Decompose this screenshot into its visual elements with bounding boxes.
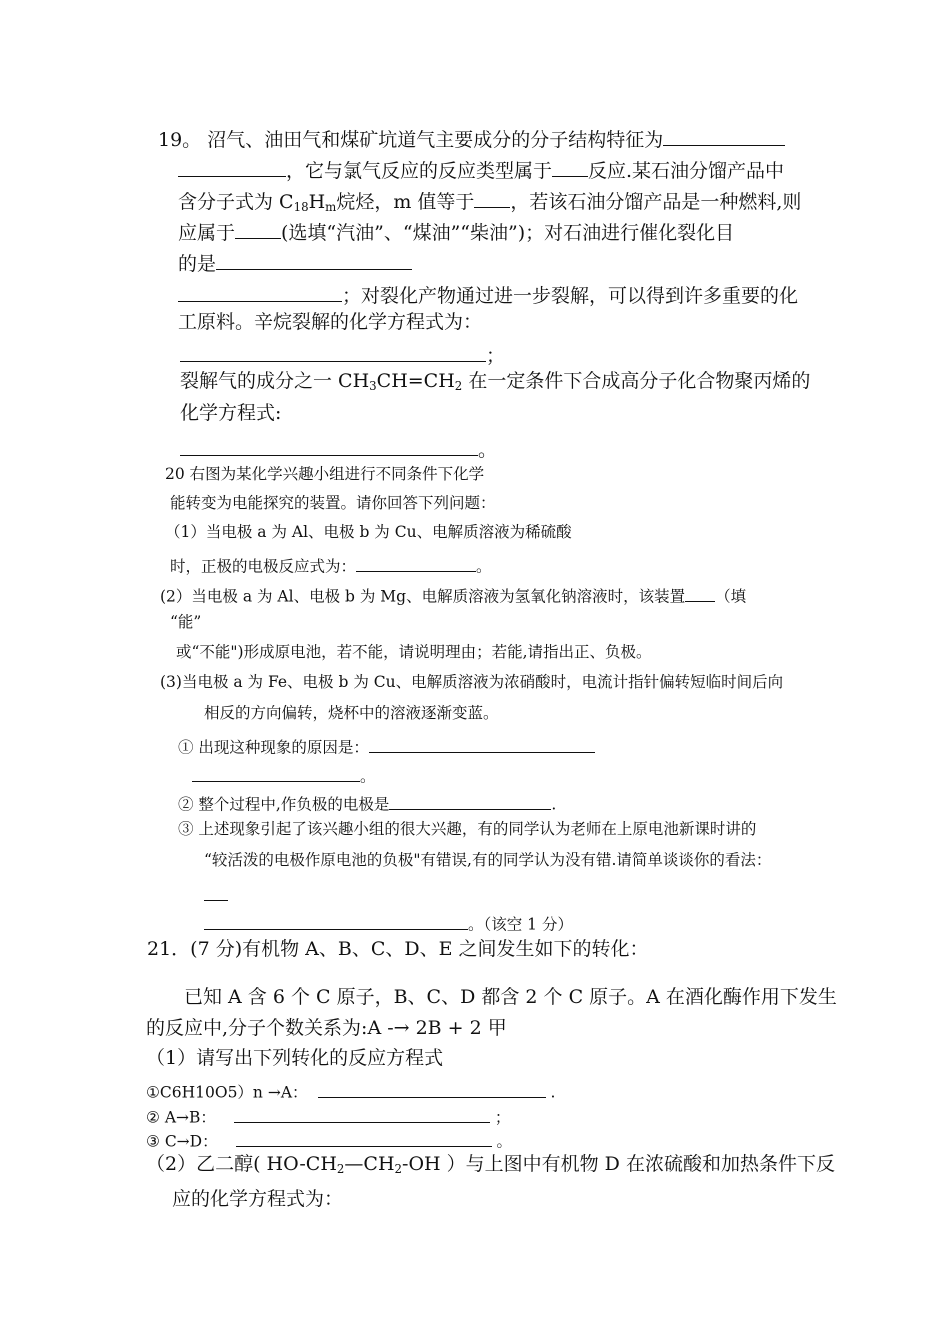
blank[interactable] [178,282,342,302]
q19-line-5: 的是 [178,250,412,274]
q20-line-1: 20 右图为某化学兴趣小组进行不同条件下化学 [165,465,485,483]
q21-line-4: （1）请写出下列转化的反应方程式 [146,1047,444,1069]
q20-line-11: 。 [192,765,376,785]
q19-line-2 [178,157,784,181]
q19-line-10: 化学方程式: [180,402,282,424]
blank[interactable] [369,736,595,753]
q20-line-3: （1）当电极 a 为 Al、电极 b 为 Cu、电解质溶液为稀硫酸 [165,523,572,541]
q21-line-8: （2）乙二醇( $HO-CH_2—CH_2-OH$ ）与上图中有机物 D 在浓硫酸和加热条件下反 [146,1153,835,1176]
blank[interactable] [474,188,510,208]
blank[interactable] [180,342,486,362]
blank[interactable] [318,1081,546,1098]
q19-line-7: 工原料。辛烷裂解的化学方程式为： [178,311,483,333]
blank[interactable] [180,436,478,456]
q19-line-3: 含分子式为 $C_{18}H_m$烷烃，m 值等于 ，若该石油分馏产品是一种燃料,则 [178,188,801,212]
q20-line-9: 相反的方向偏转，烧杯中的溶液逐渐变蓝。 [204,704,499,722]
q20-line-13: ③ 上述现象引起了该兴趣小组的很大兴趣，有的同学认为老师在上原电池新课时讲的 [178,820,757,838]
blank[interactable] [235,219,281,239]
blank[interactable] [552,157,588,177]
q20-line-16: 。（该空 1 分） [204,913,573,933]
q20-line-6: “能” [170,613,202,631]
q21-line-5: ①C6H10O5）n →A： . [146,1081,555,1101]
q20-line-12: ② 整个过程中,作负极的电极是 . [178,793,556,813]
blank[interactable] [234,1106,490,1123]
blank[interactable] [204,884,228,901]
blank[interactable] [192,765,360,782]
blank[interactable] [216,250,412,270]
q19-text: 19。 沼气、油田气和煤矿坑道气主要成分的分子结构特征为 [158,129,664,151]
q19-text: 反应.某石油分馏产品中 [588,160,785,182]
q20-line-7: 或“不能")形成原电池，若不能，请说明理由；若能,请指出正、负极。 [176,643,652,661]
q21-line-6: ② A→B： ； [146,1106,510,1126]
q19-line-4: 应属于 (选填“汽油”、“煤油”“柴油”)；对石油进行催化裂化目 [178,219,734,243]
q19-line-8: ； [180,342,505,366]
q21-line-9: 应的化学方程式为： [172,1188,344,1210]
blank[interactable] [204,913,468,930]
blank[interactable] [389,793,551,810]
q20-line-8: (3)当电极 a 为 Fe、电极 b 为 Cu、电解质溶液为浓硝酸时，电流计指针偏转短临时间后向 [160,673,784,691]
q20-line-2: 能转变为电能探究的装置。请你回答下列问题： [170,494,496,512]
q20-line-15 [204,884,228,904]
blank[interactable] [685,585,715,602]
blank[interactable] [663,126,785,146]
blank[interactable] [236,1130,492,1147]
q21-line-2: 已知 A 含 6 个 C 原子，B、C、D 都含 2 个 C 原子。A 在酒化酶作用下发生 [184,986,837,1008]
q20-line-10: ① 出现这种现象的原因是： [178,736,595,756]
q19-text: ，它与氯气反应的反应类型属于 [286,160,553,182]
q19-line-9: 裂解气的成分之一 $CH_3CH=CH_2$ 在一定条件下合成高分子化合物聚丙烯的 [180,370,811,393]
q19-line-11: 。 [180,436,497,460]
q19-line-1 [158,126,785,150]
q20-line-5: (2）当电极 a 为 Al、电极 b 为 Mg、电解质溶液为氢氧化钠溶液时，该装置 （填 [160,585,746,605]
q19-line-6: ；对裂化产物通过进一步裂解，可以得到许多重要的化 [178,282,798,306]
q20-line-4: 时，正极的电极反应式为： 。 [170,555,492,575]
blank[interactable] [178,157,286,177]
q21-line-1: 21．(7 分)有机物 A、B、C、D、E 之间发生如下的转化： [147,938,649,960]
q21-line-7: ③ C→D： 。 [146,1130,512,1150]
blank[interactable] [356,555,476,572]
q20-line-14: “较活泼的电极作原电池的负极"有错误,有的同学认为没有错.请简单谈谈你的看法： [204,851,772,869]
q21-line-3: 的反应中,分子个数关系为:A -→ 2B + 2 甲 [146,1017,507,1039]
